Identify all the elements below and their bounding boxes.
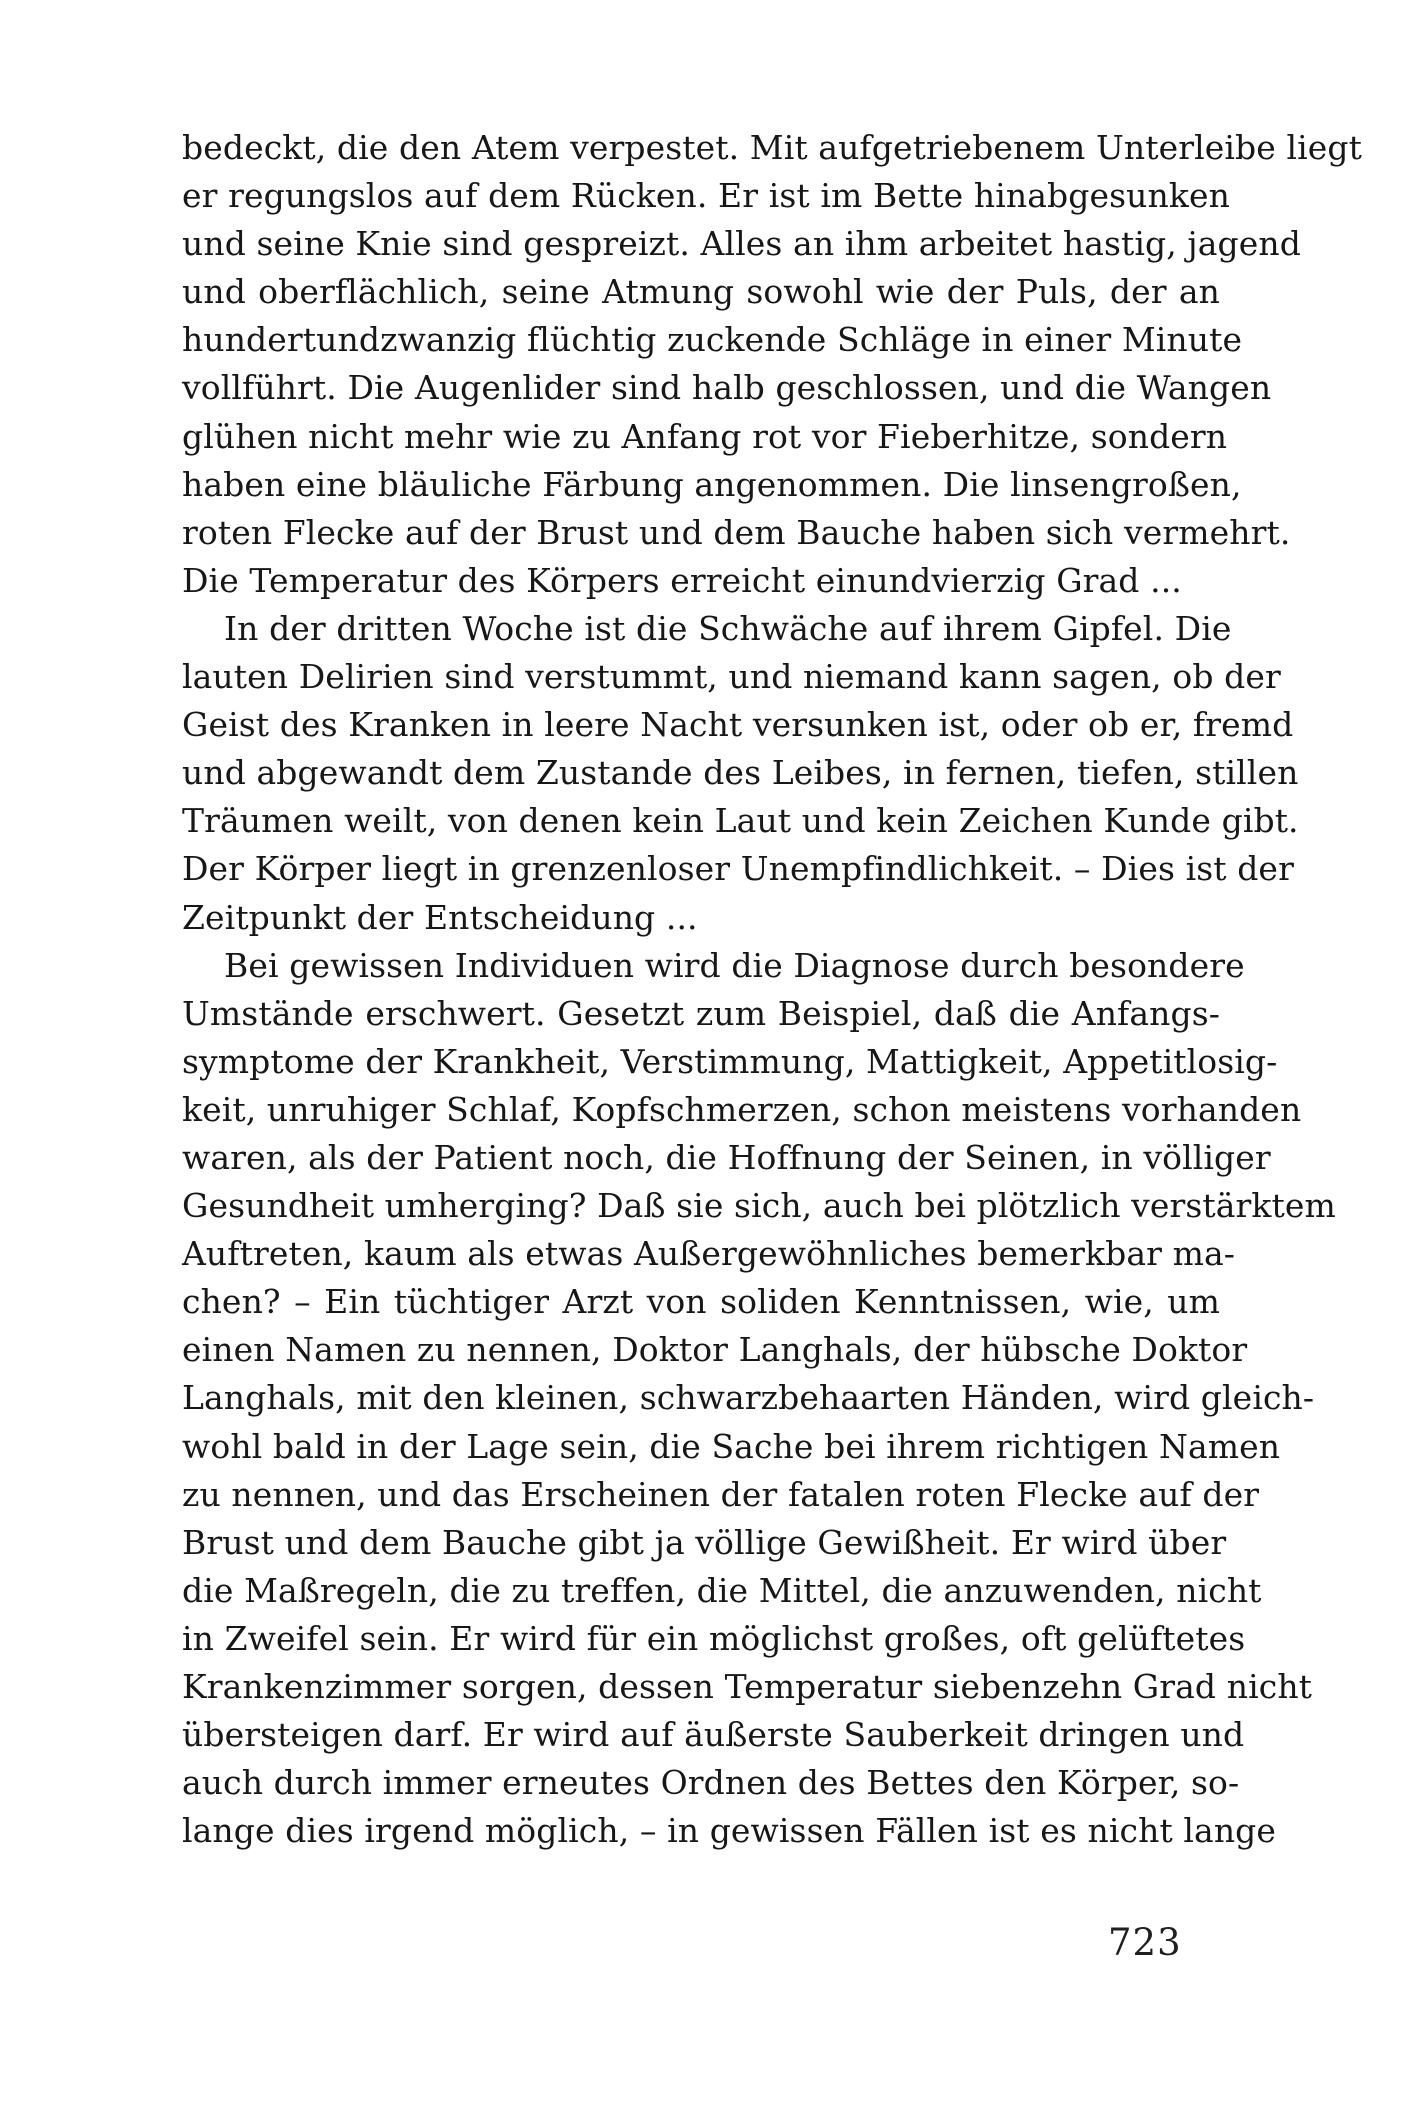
text-line: bedeckt, die den Atem verpestet. Mit aufgetriebenem Unterleibe liegt <box>182 128 1362 167</box>
text-line: und abgewandt dem Zustande des Leibes, in fernen, tiefen, stillen <box>182 753 1299 793</box>
text-line: roten Flecke auf der Brust und dem Bauche haben sich vermehrt. <box>182 512 1291 552</box>
text-line: hundertundzwanzig flüchtig zuckende Schläge in einer Minute <box>182 320 1243 360</box>
text-line: Auftreten, kaum als etwas Außergewöhnliches bemerkbar ma- <box>182 1234 1236 1274</box>
text-line: lange dies irgend möglich, – in gewissen Fällen ist es nicht lange <box>182 1811 1277 1851</box>
text-line: glühen nicht mehr wie zu Anfang rot vor Fieberhitze, sondern <box>182 416 1228 456</box>
text-line: Umstände erschwert. Gesetzt zum Beispiel, daß die Anfangs- <box>182 993 1220 1033</box>
paragraph-start-line: Bei gewissen Individuen wird die Diagnose durch besondere <box>224 945 1245 985</box>
text-line: Langhals, mit den kleinen, schwarzbehaarten Händen, wird gleich- <box>182 1378 1315 1418</box>
paragraph-start-line: In der dritten Woche ist die Schwäche auf ihrem Gipfel. Die <box>224 608 1232 648</box>
text-line: Zeitpunkt der Entscheidung ... <box>182 897 698 937</box>
text-line: Der Körper liegt in grenzenloser Unempfindlichkeit. – Dies ist der <box>182 849 1294 889</box>
text-line: er regungslos auf dem Rücken. Er ist im Bette hinabgesunken <box>182 176 1230 216</box>
page-number: 723 <box>1108 1921 1182 1964</box>
text-line: waren, als der Patient noch, die Hoffnung der Seinen, in völliger <box>182 1137 1271 1177</box>
text-line: und oberflächlich, seine Atmung sowohl wie der Puls, der an <box>182 272 1220 312</box>
text-line: haben eine bläuliche Färbung angenommen. Die linsengroßen, <box>182 464 1242 504</box>
text-line: in Zweifel sein. Er wird für ein möglichst großes, oft gelüftetes <box>182 1618 1246 1658</box>
text-line: Geist des Kranken in leere Nacht versunken ist, oder ob er, fremd <box>182 705 1294 745</box>
text-line: übersteigen darf. Er wird auf äußerste Sauberkeit dringen und <box>182 1715 1245 1755</box>
text-line: chen? – Ein tüchtiger Arzt von soliden Kenntnissen, wie, um <box>182 1282 1220 1322</box>
text-line: und seine Knie sind gespreizt. Alles an ihm arbeitet hastig, jagend <box>182 224 1301 264</box>
text-line: die Maßregeln, die zu treffen, die Mittel, die anzuwenden, nicht <box>182 1570 1262 1610</box>
text-line: Die Temperatur des Körpers erreicht einundvierzig Grad ... <box>182 560 1182 600</box>
text-line: keit, unruhiger Schlaf, Kopfschmerzen, schon meistens vorhanden <box>182 1089 1302 1129</box>
text-line: wohl bald in der Lage sein, die Sache bei ihrem richtigen Namen <box>182 1426 1281 1466</box>
body-text <box>182 124 1362 1855</box>
text-line: Träumen weilt, von denen kein Laut und kein Zeichen Kunde gibt. <box>182 801 1299 841</box>
text-line: Gesundheit umherging? Daß sie sich, auch bei plötzlich verstärktem <box>182 1186 1336 1226</box>
text-line: vollführt. Die Augenlider sind halb geschlossen, und die Wangen <box>182 368 1272 408</box>
text-line: Krankenzimmer sorgen, dessen Temperatur siebenzehn Grad nicht <box>182 1667 1313 1706</box>
text-line: Brust und dem Bauche gibt ja völlige Gewißheit. Er wird über <box>182 1522 1227 1562</box>
text-line: lauten Delirien sind verstummt, und niemand kann sagen, ob der <box>182 657 1281 697</box>
text-line: zu nennen, und das Erscheinen der fatalen roten Flecke auf der <box>182 1474 1260 1514</box>
text-line: symptome der Krankheit, Verstimmung, Mattigkeit, Appetitlosig- <box>182 1041 1278 1081</box>
text-line: auch durch immer erneutes Ordnen des Bettes den Körper, so- <box>182 1763 1240 1803</box>
text-line: einen Namen zu nennen, Doktor Langhals, der hübsche Doktor <box>182 1330 1248 1370</box>
